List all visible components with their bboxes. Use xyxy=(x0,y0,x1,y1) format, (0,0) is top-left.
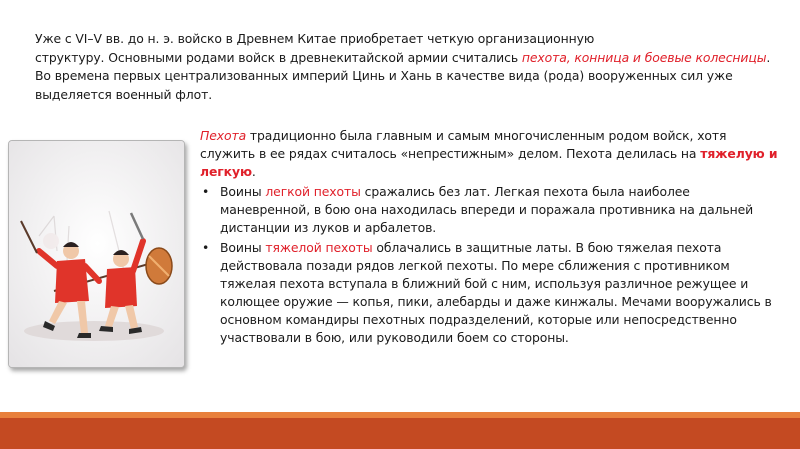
infantry-warriors-illustration xyxy=(9,141,185,368)
intro-paragraph xyxy=(35,30,780,104)
infantry-term: Пехота xyxy=(200,128,247,143)
infantry-illustration-frame xyxy=(8,140,185,368)
list-item-heavy-infantry xyxy=(200,239,780,347)
list-item-text: Воины xyxy=(220,184,266,199)
list-item-text: Воины xyxy=(220,240,266,255)
list-item-text: облачались в защитные латы. В бою тяжелая пехота действовала позади рядов легкой пехоты. По мере сближения с противником тяжелая пехота вступала в ближний бой с ним, используя различное режущее и колющее оружие — копья, пики, алебарды и даже кинжалы. Мечами вооружались в основном командиры пехотных подразделений, которые или непосредственно участвовали в бою, или руководили боем со стороны. xyxy=(220,240,772,345)
light-infantry-highlight: легкой пехоты xyxy=(265,184,361,199)
bullet-marker: • xyxy=(202,184,210,199)
list-item-text: сражались без лат. Легкая пехота была наиболее маневренной, в бою она находилась впереди и поражала противника на дальней дистанции из луков и арбалетов. xyxy=(220,184,754,235)
infantry-bullet-list xyxy=(200,183,780,347)
infantry-lead-paragraph xyxy=(200,127,780,181)
infantry-description xyxy=(200,127,780,349)
footer-bar xyxy=(0,418,800,449)
intro-text-1: Уже с VI–V вв. до н. э. войско в Древнем Китае приобретает четкую организационную xyxy=(35,31,595,46)
intro-text-2: структуру. Основными родами войск в древнекитайской армии считались xyxy=(35,49,522,65)
infantry-division-highlight: тяжелую и легкую xyxy=(200,146,778,179)
infantry-lead-text: традиционно была главным и самым многочисленным родом войск, хотя служить в ее рядах считалось «непрестижным» делом. Пехота делилась на xyxy=(200,128,727,161)
intro-highlight-troop-types: пехота, конница и боевые колесницы xyxy=(521,49,767,65)
infantry-lead-end: . xyxy=(251,164,256,179)
list-item-light-infantry xyxy=(200,183,780,237)
heavy-infantry-highlight: тяжелой пехоты xyxy=(265,240,373,255)
bullet-marker: • xyxy=(202,240,210,255)
intro-text-3: . Во времена первых централизованных империй Цинь и Хань в качестве вида (рода) вооруженных сил уже выделяется военный флот. xyxy=(35,49,771,102)
